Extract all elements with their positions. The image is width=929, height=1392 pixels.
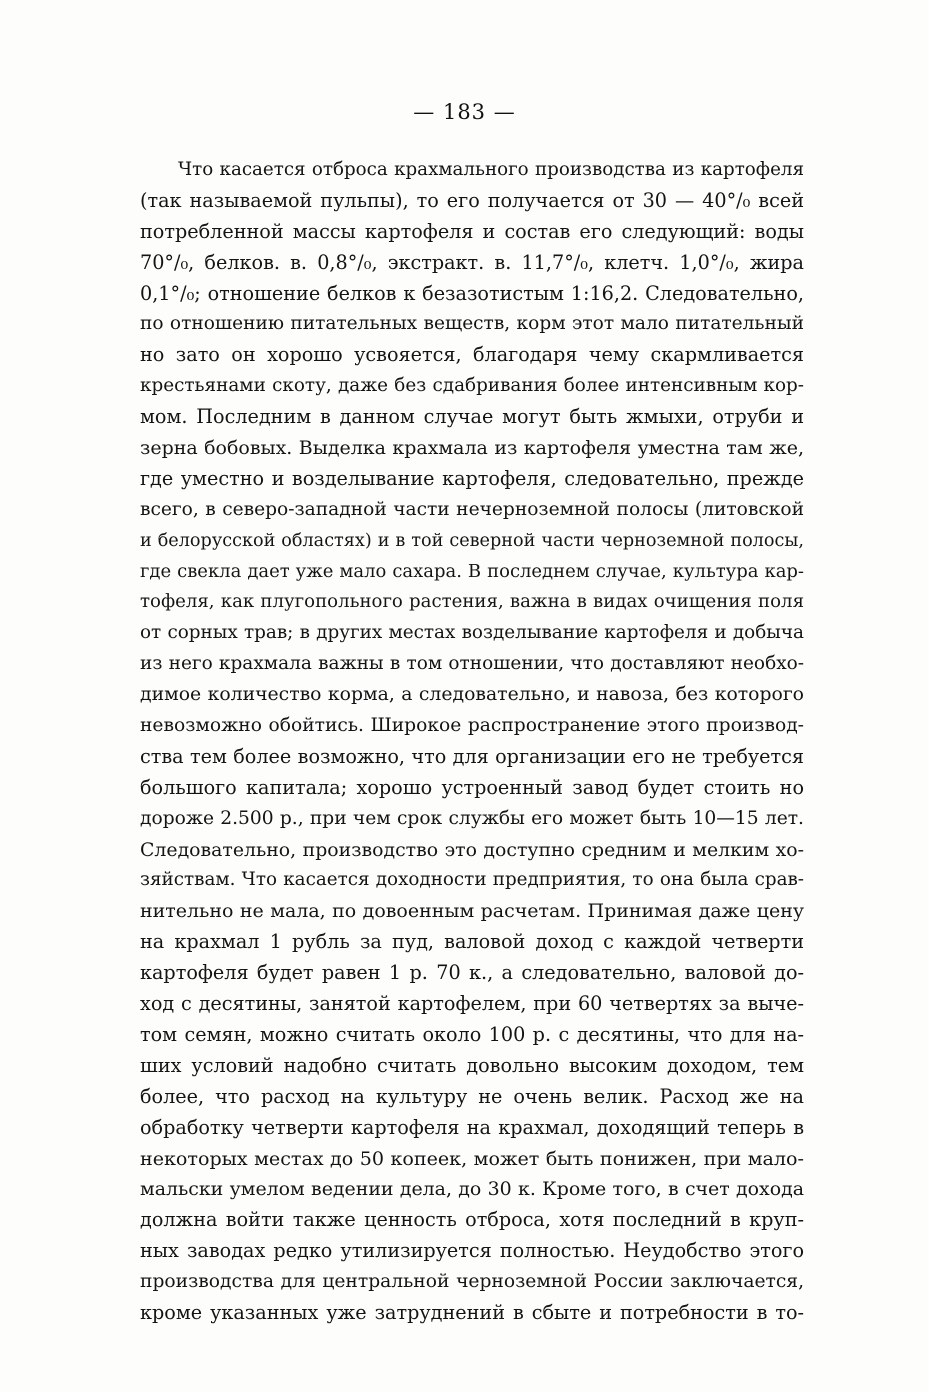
text-line: более, что расход на культуру не очень велик. Расход же на [140, 1084, 804, 1108]
text-line: тофеля, как плугопольного растения, важна в видах очищения поля [140, 591, 804, 613]
text-line: но зато он хорошо усвояется, благодаря чему скармливается [140, 343, 804, 367]
text-line: и белорусской областях) и в той северной части черноземной полосы, [140, 530, 804, 551]
text-line: производства для центральной черноземной России заключается, [140, 1271, 804, 1293]
body-text [140, 155, 804, 1329]
text-line: Следовательно, производство это доступно средним и мелким хо- [140, 838, 804, 861]
text-line: ства тем более возможно, что для организации его не требуется [140, 744, 804, 768]
text-line: ход с десятины, занятой картофелем, при 60 четвертях за выче- [140, 992, 804, 1016]
text-line: мальски умелом ведении дела, до 30 к. Кроме того, в счет дохода [140, 1178, 804, 1201]
text-line: большого капитала; хорошо устроенный завод будет стоить но [140, 775, 804, 799]
text-line: всего, в северо-западной части нечерноземной полосы (литовской [140, 498, 804, 520]
text-line: крестьянами скоту, даже без сдабривания более интенсивным кор- [140, 375, 804, 397]
text-line: от сорных трав; в других местах возделывание картофеля и добыча [140, 622, 804, 644]
page-number: — 183 — [413, 100, 516, 124]
text-line: ных заводах редко утилизируется полностью. Неудобство этого [140, 1239, 804, 1263]
text-line: потребленной массы картофеля и состав его следующий: воды [140, 219, 804, 243]
text-line: дороже 2.500 р., при чем срок службы его может быть 10—15 лет. [140, 807, 804, 829]
text-line: 0,1°/₀; отношение белков к безазотистым 1:16,2. Следовательно, [140, 281, 804, 305]
text-line: где свекла дает уже мало сахара. В последнем случае, культура кар- [140, 560, 804, 582]
text-line: из него крахмала важны в том отношении, что доставляют необхо- [140, 653, 804, 675]
text-line: где уместно и возделывание картофеля, следовательно, прежде [140, 466, 804, 490]
text-line: димое количество корма, а следовательно, и навоза, без которого [140, 684, 804, 706]
text-line: некоторых местах до 50 копеек, может быть понижен, при мало- [140, 1146, 804, 1170]
text-line: по отношению питательных веществ, корм этот мало питательный [140, 313, 804, 335]
text-line: невозможно обойтись. Широкое распространение этого производ- [140, 715, 804, 737]
text-line: нительно не мала, по довоенным расчетам. Принимая даже цену [140, 900, 804, 923]
text-line: зяйствам. Что касается доходности предприятия, то она была срав- [140, 869, 804, 891]
text-line: Что касается отброса крахмального производства из картофеля [178, 159, 804, 180]
text-line: кроме указанных уже затруднений в сбыте и потребности в то- [140, 1300, 804, 1324]
text-line: на крахмал 1 рубль за пуд, валовой доход с каждой четверти [140, 930, 804, 954]
text-line: картофеля будет равен 1 р. 70 к., а следовательно, валовой до- [140, 961, 804, 985]
text-line: 70°/₀, белков. в. 0,8°/₀, экстракт. в. 11,7°/₀, клетч. 1,0°/₀, жира [140, 250, 804, 274]
text-line: обработку четверти картофеля на крахмал, доходящий теперь в [140, 1115, 804, 1139]
text-line: том семян, можно считать около 100 р. с десятины, что для на- [140, 1022, 804, 1046]
text-line: должна войти также ценность отброса, хотя последний в круп- [140, 1208, 804, 1232]
text-line: зерна бобовых. Выделка крахмала из картофеля уместна там же, [140, 437, 804, 460]
text-line: ших условий надобно считать довольно высоким доходом, тем [140, 1053, 804, 1077]
text-line: мом. Последним в данном случае могут быть жмыхи, отруби и [140, 405, 804, 429]
text-line: (так называемой пульпы), то его получается от 30 — 40°/₀ всей [140, 188, 804, 212]
